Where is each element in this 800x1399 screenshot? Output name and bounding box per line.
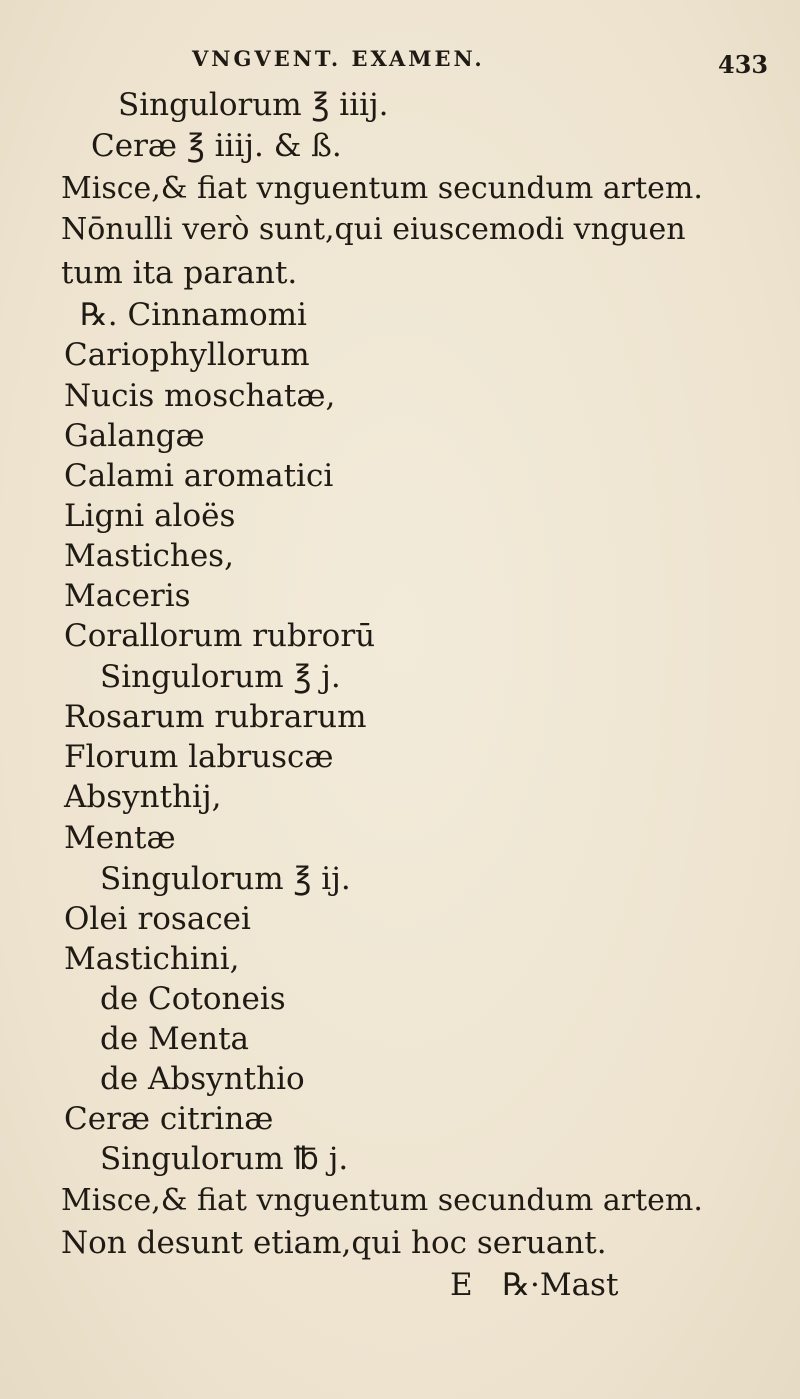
text-line: Olei rosacei [64, 901, 251, 937]
text-line: Absynthij, [64, 779, 222, 815]
text-line: Misce,& fiat vnguentum secundum artem. [61, 171, 703, 206]
text-line: Florum labruscæ [64, 739, 334, 775]
text-line: Misce,& fiat vnguentum secundum artem. [61, 1183, 703, 1218]
text-line: tum ita parant. [61, 255, 298, 291]
page-number: 433 [718, 50, 769, 79]
text-line: Mastiches, [64, 538, 234, 574]
text-line: Nucis moschatæ, [64, 378, 336, 414]
catchword: E ℞·Mast [450, 1267, 619, 1303]
text-line: de Cotoneis [100, 981, 286, 1017]
text-line: Singulorum ℔ j. [100, 1141, 349, 1177]
text-line: Ceræ ℥ iiij. & ß. [91, 128, 342, 164]
text-line: Mastichini, [64, 941, 240, 977]
text-line: Nōnulli verò sunt,qui eiuscemodi vnguen [61, 212, 686, 247]
text-line: Singulorum ℥ j. [100, 659, 341, 695]
text-line: Maceris [64, 578, 191, 614]
text-line: Calami aromatici [64, 458, 334, 494]
text-line: ℞. Cinnamomi [80, 297, 307, 333]
text-line: Singulorum ℥ ij. [100, 861, 351, 897]
text-line: Mentæ [64, 820, 176, 856]
text-line: de Menta [100, 1021, 250, 1057]
text-line: de Absynthio [100, 1061, 305, 1097]
text-line: Cariophyllorum [64, 337, 310, 373]
running-header: VNGVENT. EXAMEN. [192, 46, 485, 71]
text-line: Galangæ [64, 418, 205, 454]
text-line: Rosarum rubrarum [64, 699, 367, 735]
text-line: Ligni aloës [64, 498, 236, 534]
text-line: Non desunt etiam,qui hoc seruant. [61, 1225, 607, 1261]
text-line: Corallorum rubrorū [64, 618, 376, 654]
text-line: Singulorum ℥ iiij. [118, 87, 389, 123]
text-line: Ceræ citrinæ [64, 1101, 274, 1137]
